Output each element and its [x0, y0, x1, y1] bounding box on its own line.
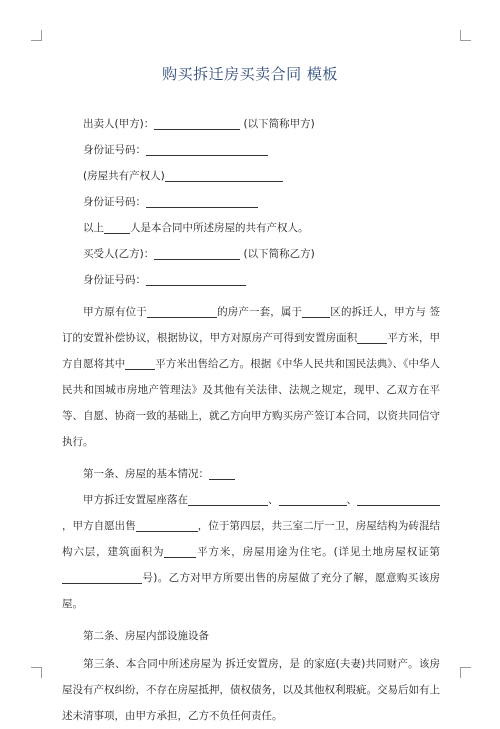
co-owner-id-blank[interactable]	[146, 194, 258, 208]
intro-text-4: 平方米，甲方自愿将其中	[62, 332, 441, 370]
intro-text-3: 区的拆迁人，甲方与 签订的安置补偿协议，根据协议，甲方对原房产可得到安置房面积	[62, 306, 440, 344]
crop-mark-top-right	[460, 30, 471, 41]
intro-paragraph	[62, 299, 440, 455]
crop-mark-top-left	[31, 30, 42, 41]
location-blank-1[interactable]	[188, 492, 268, 506]
buyer-line	[62, 241, 440, 267]
seller-id-label: 身份证号码：	[83, 144, 146, 156]
article-1-sep-1: 、	[268, 494, 279, 506]
seller-label: 出卖人(甲方)：	[83, 118, 155, 130]
co-owner-label: (房屋共有产权人)	[83, 170, 165, 182]
intro-text-5: 平方米出售给乙方。根据《中华人民共和国民法典》、《中华人民共和国城市房地产管理法》及其他有关法律、法规之规定，现甲、乙双方在平等、自愿、协商一致的基础上，就乙方向甲方购买房产签订本合同，以资共同信守执行。	[62, 358, 440, 448]
article-1-text-1: 甲方拆迁安置屋座落在	[83, 494, 188, 506]
seller-id-line	[62, 137, 440, 163]
buyer-suffix: (以下简称乙方)	[243, 248, 315, 260]
buyer-id-blank[interactable]	[146, 272, 246, 286]
article-3-text: 第三条、本合同中所述房屋为 拆迁安置房，是 的家庭(夫妻)共同财产。该房屋没有产权纠纷，不存在房屋抵押，债权债务，以及其他权利瑕疵。交易后如有上述未清事项，由甲方承担，乙方不负任何责任。	[62, 658, 440, 722]
co-owner-count-blank[interactable]	[104, 220, 130, 234]
article-1-heading: 第一条、房屋的基本情况：	[83, 468, 209, 480]
co-owner-prefix: 以上	[83, 222, 104, 234]
crop-mark-bottom-left	[31, 667, 42, 678]
intro-text-2: 的房产一套，属于	[216, 306, 303, 318]
sale-area-blank[interactable]	[125, 356, 155, 370]
original-property-location-blank[interactable]	[147, 304, 217, 318]
article-2-line	[62, 623, 440, 649]
property-certificate-number-blank[interactable]	[62, 570, 142, 584]
crop-mark-bottom-right	[460, 667, 471, 678]
location-blank-2[interactable]	[279, 492, 347, 506]
buyer-label: 买受人(乙方)：	[83, 248, 155, 260]
contract-body	[62, 111, 440, 729]
buyer-id-line	[62, 267, 440, 293]
article-2-heading: 第二条、房屋内部设施设备	[83, 630, 209, 642]
location-blank-3[interactable]	[357, 492, 440, 506]
article-1-text-2: ，甲方自愿出售	[62, 520, 136, 532]
document-title: 购买拆迁房买卖合同 模板	[162, 65, 338, 83]
seller-name-blank[interactable]	[154, 116, 240, 130]
article-1-sep-2: 、	[346, 494, 357, 506]
article-1-paragraph	[62, 487, 440, 617]
sale-unit-blank[interactable]	[136, 518, 198, 532]
co-owner-id-line	[62, 189, 440, 215]
co-owner-id-label: 身份证号码：	[83, 196, 146, 208]
resettlement-area-blank[interactable]	[357, 330, 387, 344]
article-1-text-4: 平方米，房屋用途为住宅。(详见土地房屋权证第	[196, 546, 440, 558]
article-1-text-5: 号)。乙方对甲方所要出售的房屋做了充分了解，愿意购买该房屋。	[62, 572, 440, 610]
co-owner-name-blank[interactable]	[165, 168, 283, 182]
article-1-text-3: ，位于第四层，共三室二厅一卫，房屋结构为砖混结构六层，建筑面积为	[62, 520, 441, 558]
intro-text-1: 甲方原有位于	[83, 306, 147, 318]
seller-id-blank[interactable]	[146, 142, 268, 156]
building-area-blank[interactable]	[164, 544, 196, 558]
buyer-name-blank[interactable]	[154, 246, 240, 260]
co-owner-line	[62, 163, 440, 189]
buyer-id-label: 身份证号码：	[83, 274, 146, 286]
seller-suffix: (以下简称甲方)	[243, 118, 315, 130]
seller-line	[62, 111, 440, 137]
co-owner-statement-line	[62, 215, 440, 241]
article-1-heading-blank[interactable]	[209, 466, 235, 480]
district-blank[interactable]	[302, 304, 330, 318]
article-1-heading-line	[62, 461, 440, 487]
co-owner-suffix: 人是本合同中所述房屋的共有产权人。	[130, 222, 309, 234]
article-3-paragraph	[62, 651, 440, 729]
